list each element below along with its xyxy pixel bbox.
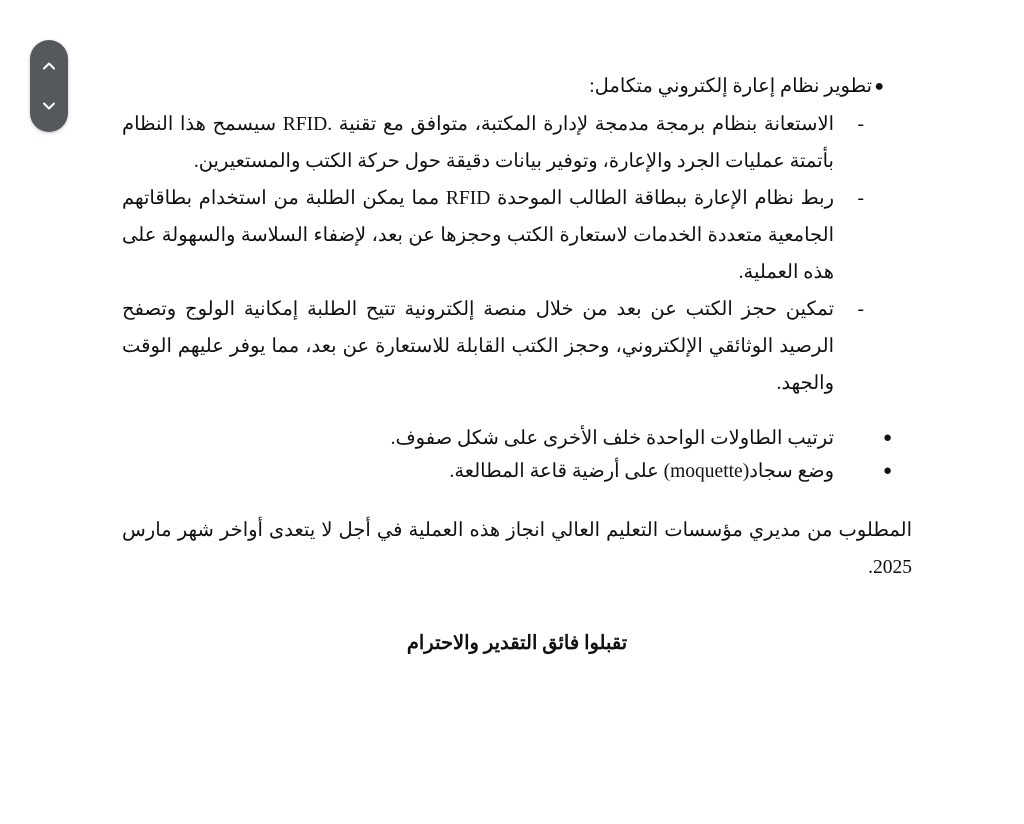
dash-list-item [122, 106, 912, 180]
bullet-list-item-text: ترتيب الطاولات الواحدة خلف الأخرى على شكل صفوف. [390, 428, 834, 449]
page-navigator [30, 40, 68, 132]
scroll-up-button[interactable] [30, 46, 68, 86]
dash-marker: - [857, 188, 864, 209]
chevron-down-icon [40, 97, 58, 115]
section-heading [122, 68, 912, 106]
dash-list-item [122, 291, 912, 402]
bullet-list-item-text: وضع سجاد(moquette) على أرضية قاعة المطالعة. [449, 461, 834, 482]
request-paragraph: المطلوب من مديري مؤسسات التعليم العالي انجاز هذه العملية في أجل لا يتعدى أواخر شهر مارس 2025. [122, 520, 912, 578]
dash-list-item-text: الاستعانة بنظام برمجة مدمجة لإدارة المكتبة، متوافق مع تقنية .RFID سيسمح هذا النظام بأتمتة عمليات الجرد والإعارة، وتوفير بيانات دقيقة حول حركة الكتب والمستعيرين. [122, 114, 834, 172]
dash-list-item [122, 180, 912, 291]
closing-salutation: تقبلوا فائق التقدير والاحترام [406, 633, 628, 654]
bullet-marker: ● [882, 430, 892, 446]
scroll-down-button[interactable] [30, 86, 68, 126]
section-heading-text: تطوير نظام إعارة إلكتروني متكامل: [589, 76, 872, 97]
bullet-list [122, 422, 912, 488]
bullet-list-item [122, 455, 912, 488]
bullet-list-item [122, 422, 912, 455]
dash-list-item-text: تمكين حجز الكتب عن بعد من خلال منصة إلكترونية تتيح الطلبة إمكانية الولوج وتصفح الرصيد الوثائقي الإلكتروني، وحجز الكتب القابلة للاستعارة عن بعد، مما يوفر عليهم الوقت والجهد. [122, 299, 834, 394]
chevron-up-icon [40, 57, 58, 75]
document-body [122, 68, 912, 662]
dash-marker: - [857, 114, 864, 135]
bullet-marker: ● [882, 463, 892, 479]
bullet-marker: ● [874, 78, 884, 95]
dash-list-item-text: ربط نظام الإعارة ببطاقة الطالب الموحدة RFID مما يمكن الطلبة من استخدام بطاقاتهم الجامعية متعددة الخدمات لاستعارة الكتب وحجزها عن بعد، لإضفاء السلاسة والسهولة على هذه العملية. [122, 188, 834, 283]
dash-marker: - [857, 299, 864, 320]
